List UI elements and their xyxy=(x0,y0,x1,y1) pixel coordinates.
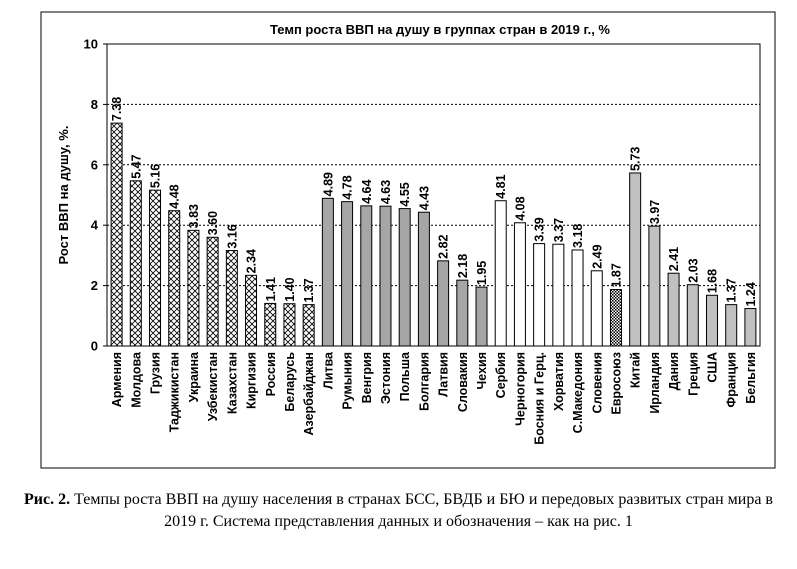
category-label: Румыния xyxy=(340,352,355,410)
y-tick-label: 2 xyxy=(90,278,98,294)
bar-22 xyxy=(514,223,525,346)
bar-23 xyxy=(534,244,545,346)
value-label: 3.97 xyxy=(647,199,662,225)
bar-3 xyxy=(150,190,161,346)
value-label: 4.64 xyxy=(359,179,374,204)
category-label: Венгрия xyxy=(359,352,374,404)
bar-5 xyxy=(188,230,199,346)
value-label: 2.82 xyxy=(436,234,451,259)
value-label: 3.16 xyxy=(225,224,240,249)
value-label: 4.43 xyxy=(417,185,432,211)
bar-9 xyxy=(265,303,276,346)
bar-28 xyxy=(630,173,641,346)
y-tick-label: 8 xyxy=(90,96,98,112)
value-label: 2.34 xyxy=(244,248,259,274)
value-label: 2.03 xyxy=(686,258,701,283)
bar-30 xyxy=(668,273,679,346)
value-label: 4.48 xyxy=(167,184,182,209)
value-label: 1.68 xyxy=(705,268,720,294)
bar-26 xyxy=(591,271,602,346)
category-label: Китай xyxy=(628,352,643,389)
category-label: Словакия xyxy=(455,352,470,413)
category-label: Польша xyxy=(398,352,413,402)
value-label: 1.95 xyxy=(475,260,490,286)
value-label: 1.37 xyxy=(302,278,317,303)
category-label: Чехия xyxy=(475,352,490,390)
value-label: 4.08 xyxy=(513,196,528,221)
caption-text: Темпы роста ВВП на душу населения в странах БСС, БВДБ и БЮ и передовых развитых стран мира в 2019 г. Система представления данных и обозначения – как на рис. 1 xyxy=(70,491,773,530)
bar-19 xyxy=(457,280,468,346)
category-label: Латвия xyxy=(436,352,451,397)
category-label: США xyxy=(705,352,720,383)
value-label: 4.81 xyxy=(494,174,509,199)
bar-7 xyxy=(226,251,237,346)
value-label: 5.16 xyxy=(148,163,163,189)
bar-11 xyxy=(303,305,314,346)
bar-18 xyxy=(438,261,449,346)
chart-title: Темп роста ВВП на душу в группах стран в 2019 г., % xyxy=(270,22,610,37)
category-label: Босния и Герц. xyxy=(532,352,547,445)
figure-caption xyxy=(20,489,777,533)
value-label: 1.40 xyxy=(282,277,297,302)
category-label: Дания xyxy=(667,352,682,391)
bar-10 xyxy=(284,304,295,346)
value-label: 3.18 xyxy=(571,223,586,248)
bar-29 xyxy=(649,226,660,346)
value-label: 4.89 xyxy=(321,171,336,197)
value-label: 3.83 xyxy=(186,203,201,229)
value-label: 2.41 xyxy=(667,246,682,272)
bar-12 xyxy=(322,198,333,346)
bar-17 xyxy=(418,212,429,346)
category-label: Ирландия xyxy=(647,352,662,414)
category-label: Греция xyxy=(686,352,701,396)
category-label: Эстония xyxy=(378,352,393,404)
category-label: Россия xyxy=(263,352,278,397)
category-label: Франция xyxy=(724,352,739,408)
value-label: 4.55 xyxy=(398,182,413,207)
bar-15 xyxy=(380,206,391,346)
category-label: Грузия xyxy=(148,352,163,395)
value-label: 4.78 xyxy=(340,175,355,200)
bar-33 xyxy=(726,305,737,346)
category-label: Бельгия xyxy=(743,352,758,404)
bar-27 xyxy=(610,290,621,346)
bar-2 xyxy=(130,181,141,346)
bar-25 xyxy=(572,250,583,346)
category-label: Таджикистан xyxy=(167,352,182,433)
y-axis-label: Рост ВВП на душу, %. xyxy=(56,125,71,265)
y-tick-label: 4 xyxy=(90,217,98,233)
bar-6 xyxy=(207,237,218,346)
y-tick-label: 10 xyxy=(83,36,98,52)
value-label: 3.60 xyxy=(206,210,221,236)
value-label: 1.37 xyxy=(724,278,739,303)
bar-32 xyxy=(706,295,717,346)
category-label: Киргизия xyxy=(244,352,259,410)
category-label: Украина xyxy=(186,352,201,403)
value-label: 2.18 xyxy=(455,253,470,279)
bar-14 xyxy=(361,206,372,346)
category-label: Беларусь xyxy=(282,352,297,412)
category-label: Словения xyxy=(590,352,605,414)
bar-24 xyxy=(553,244,564,346)
bar-16 xyxy=(399,209,410,346)
bar-1 xyxy=(111,123,122,346)
value-label: 7.38 xyxy=(110,96,125,122)
category-label: Казахстан xyxy=(225,352,240,415)
value-label: 3.37 xyxy=(551,217,566,243)
bar-13 xyxy=(342,202,353,346)
caption-label: Рис. 2. xyxy=(24,491,71,508)
category-label: Черногория xyxy=(513,352,528,426)
value-label: 3.39 xyxy=(532,217,547,242)
bar-20 xyxy=(476,287,487,346)
category-label: Армения xyxy=(110,352,125,408)
bar-34 xyxy=(745,309,756,346)
bar-8 xyxy=(246,275,257,346)
value-label: 4.63 xyxy=(378,179,393,205)
value-label: 1.41 xyxy=(263,277,278,302)
value-label: 1.87 xyxy=(609,263,624,288)
category-label: Узбекистан xyxy=(206,352,221,422)
category-label: Сербия xyxy=(494,352,509,399)
value-label: 2.49 xyxy=(590,244,605,269)
y-tick-label: 6 xyxy=(90,157,98,173)
value-label: 1.24 xyxy=(743,282,758,307)
category-label: Евросоюз xyxy=(609,352,624,415)
category-label: Хорватия xyxy=(551,352,566,412)
value-label: 5.47 xyxy=(129,154,144,179)
category-label: Болгария xyxy=(417,352,432,412)
category-label: Молдова xyxy=(129,352,144,408)
bar-31 xyxy=(687,285,698,346)
category-label: С.Македония xyxy=(571,352,586,434)
bar-21 xyxy=(495,201,506,346)
value-label: 5.73 xyxy=(628,146,643,171)
bar-4 xyxy=(169,211,180,346)
category-label: Азербайджан xyxy=(302,352,317,436)
category-label: Литва xyxy=(321,352,336,390)
y-tick-label: 0 xyxy=(90,338,98,354)
